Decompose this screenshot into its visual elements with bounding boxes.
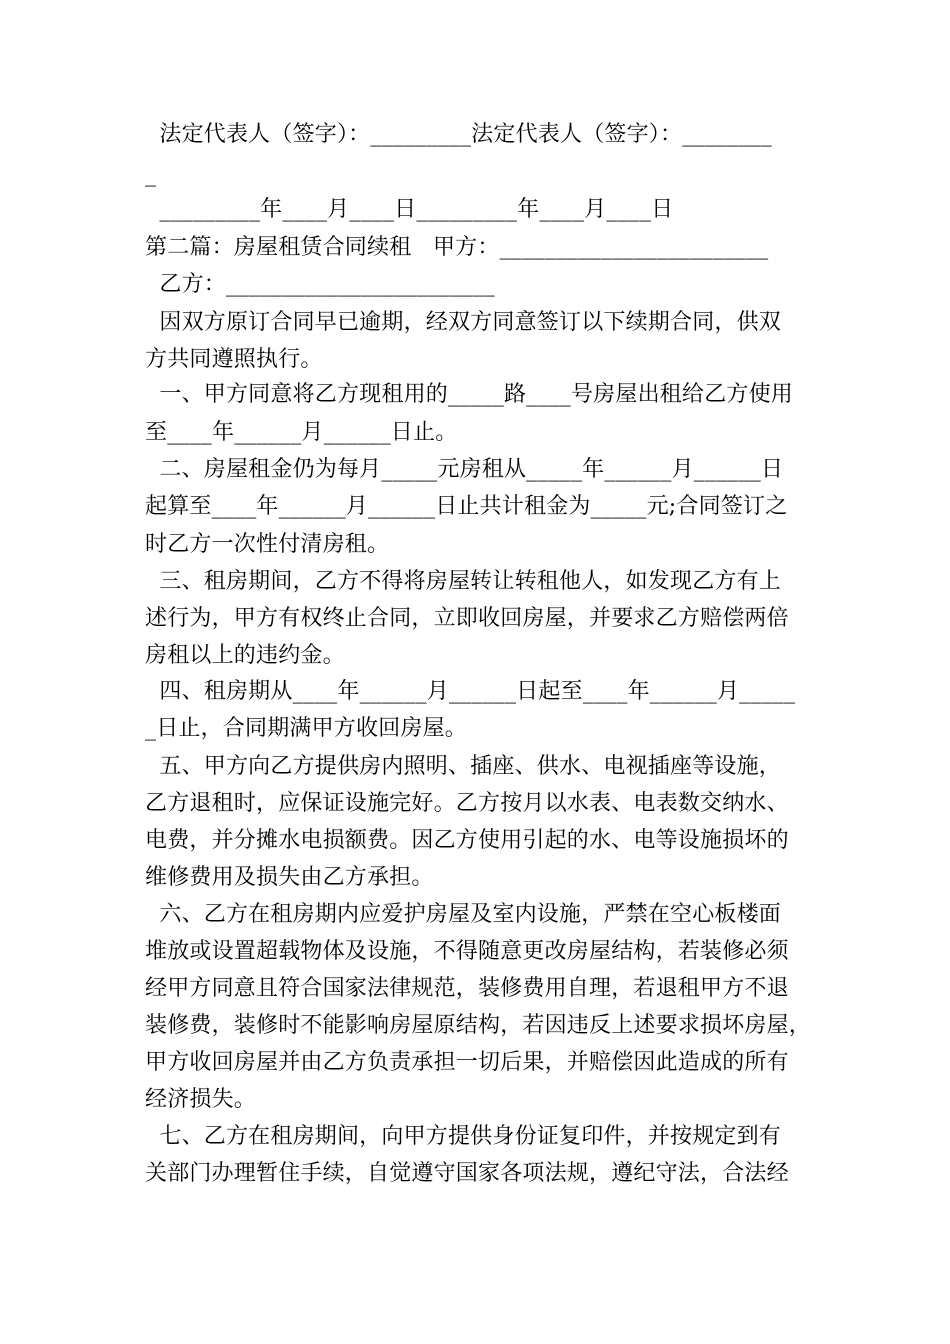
paragraph-line: 因双方原订合同早已逾期，经双方同意签订以下续期合同，供双: [145, 310, 781, 335]
clause-6-line: 堆放或设置超载物体及设施，不得随意更改房屋结构，若装修必须: [145, 939, 789, 964]
clause-7-line: 七、乙方在租房期间，向甲方提供身份证复印件，并按规定到有: [145, 1124, 781, 1149]
signature-line: 法定代表人（签字）：_________法定代表人（签字）：________: [145, 122, 772, 147]
party-b-line: 乙方：________________________: [145, 272, 495, 297]
clause-1-line: 一、甲方同意将乙方现租用的_____路____号房屋出租给乙方使用: [145, 382, 793, 407]
paragraph-line: 方共同遵照执行。: [145, 347, 323, 372]
clause-6-line: 装修费，装修时不能影响房屋原结构，若因违反上述要求损坏房屋，: [145, 1013, 812, 1038]
clause-5-line: 维修费用及损失由乙方承担。: [145, 865, 434, 890]
clause-2-line: 二、房屋租金仍为每月_____元房租从_____年______月______日: [145, 457, 784, 482]
clause-5-line: 电费，并分摊水电损额费。因乙方使用引起的水、电等设施损坏的: [145, 828, 789, 853]
clause-5-line: 五、甲方向乙方提供房内照明、插座、供水、电视插座等设施，: [145, 754, 781, 779]
clause-5-line: 乙方退租时，应保证设施完好。乙方按月以水表、电表数交纳水、: [145, 791, 789, 816]
clause-3-line: 房租以上的违约金。: [145, 643, 345, 668]
clause-4-line: _日止，合同期满甲方收回房屋。: [145, 716, 468, 741]
clause-6-line: 甲方收回房屋并由乙方负责承担一切后果，并赔偿因此造成的所有: [145, 1050, 789, 1075]
clause-7-line: 关部门办理暂住手续，自觉遵守国家各项法规，遵纪守法，合法经: [145, 1161, 789, 1186]
clause-3-line: 述行为，甲方有权终止合同，立即收回房屋，并要求乙方赔偿两倍: [145, 606, 789, 631]
date-line: _________年____月____日_________年____月____日: [145, 197, 674, 222]
clause-2-line: 时乙方一次性付清房租。: [145, 532, 390, 557]
clause-6-line: 六、乙方在租房期内应爱护房屋及室内设施，严禁在空心板楼面: [145, 902, 781, 927]
clause-2-line: 起算至____年______月______日止共计租金为_____元;合同签订之: [145, 494, 788, 519]
clause-6-line: 经甲方同意且符合国家法律规范，装修费用自理，若退租甲方不退: [145, 976, 789, 1001]
signature-line-wrap: _: [145, 162, 157, 187]
clause-1-line: 至____年______月______日止。: [145, 420, 458, 445]
clause-3-line: 三、租房期间，乙方不得将房屋转让转租他人，如发现乙方有上: [145, 569, 781, 594]
chapter-heading: 第二篇：房屋租赁合同续租 甲方：________________________: [145, 235, 769, 260]
clause-4-line: 四、租房期从____年______月______日起至____年______月_____: [145, 679, 796, 704]
clause-6-line: 经济损失。: [145, 1087, 257, 1112]
